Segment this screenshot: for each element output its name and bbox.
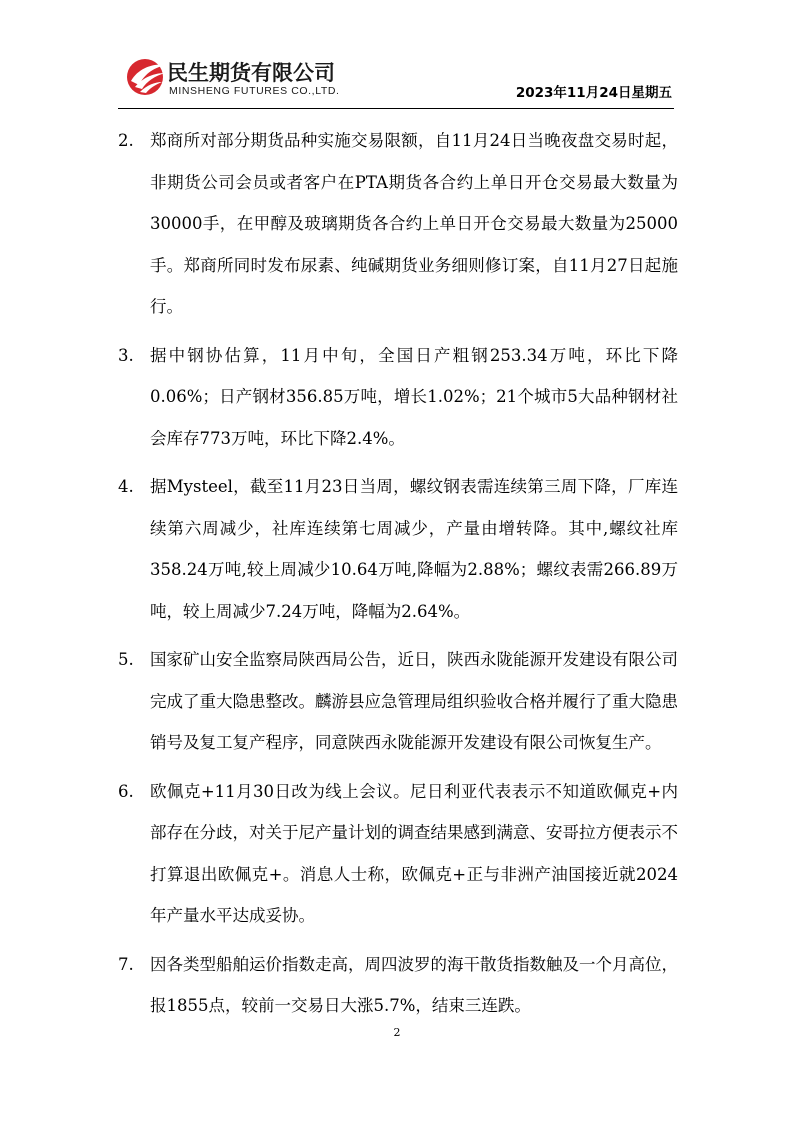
- minsheng-logo-icon: [125, 55, 169, 99]
- item-text: 因各类型船舶运价指数走高，周四波罗的海干散货指数触及一个月高位，报1855点，较前一交易日大涨5.7%，结束三连跌。: [150, 954, 678, 1015]
- list-item: [118, 771, 678, 937]
- item-text: 郑商所对部分期货品种实施交易限额，自11月24日当晚夜盘交易时起，非期货公司会员或者客户在PTA期货各合约上单日开仓交易最大数量为30000手，在甲醇及玻璃期货各合约上单日开仓交易最大数量为25000手。郑商所同时发布尿素、纯碱期货业务细则修订案，自11月27日起施行。: [150, 131, 678, 316]
- list-item: [118, 466, 678, 632]
- item-number: 5.: [118, 650, 134, 669]
- list-item: [118, 944, 678, 1027]
- item-number: 2.: [118, 131, 134, 150]
- page-header: [0, 0, 794, 120]
- item-number: 3.: [118, 345, 134, 365]
- news-list: [118, 120, 678, 1034]
- header-divider: [118, 108, 674, 109]
- company-logo: [125, 55, 365, 105]
- list-item: [118, 639, 678, 764]
- list-item: [118, 335, 678, 460]
- item-text: 据中钢协估算，11月中旬，全国日产粗钢253.34万吨，环比下降0.06%；日产钢材356.85万吨，增长1.02%；21个城市5大品种钢材社会库存773万吨，环比下降2.4%。: [150, 345, 678, 448]
- item-number: 7.: [118, 954, 134, 974]
- item-text: 据Mysteel，截至11月23日当周，螺纹钢表需连续第三周下降，厂库连续第六周减少，社库连续第七周减少，产量由增转降。其中,螺纹社库358.24万吨,较上周减少10.64万吨,降幅为2.88%；螺纹表需266.89万吨，较上周减少7.24万吨，降幅为2.64%。: [150, 477, 678, 621]
- item-number: 6.: [118, 781, 134, 801]
- company-name-cn: 民生期货有限公司: [167, 61, 335, 85]
- company-name-en: MINSHENG FUTURES CO.,LTD.: [169, 85, 340, 97]
- list-item: [118, 120, 678, 328]
- item-text: 欧佩克+11月30日改为线上会议。尼日利亚代表表示不知道欧佩克+内部存在分歧，对关于尼产量计划的调查结果感到满意、安哥拉方便表示不打算退出欧佩克+。消息人士称，欧佩克+正与非洲产油国接近就2024年产量水平达成妥协。: [150, 781, 678, 925]
- page-number: 2: [393, 1026, 401, 1039]
- item-text: 国家矿山安全监察局陕西局公告，近日，陕西永陇能源开发建设有限公司完成了重大隐患整改。麟游县应急管理局组织验收合格并履行了重大隐患销号及复工复产程序，同意陕西永陇能源开发建设有限公司恢复生产。: [150, 650, 678, 752]
- item-number: 4.: [118, 477, 134, 496]
- report-date: 2023年11月24日星期五: [515, 85, 672, 101]
